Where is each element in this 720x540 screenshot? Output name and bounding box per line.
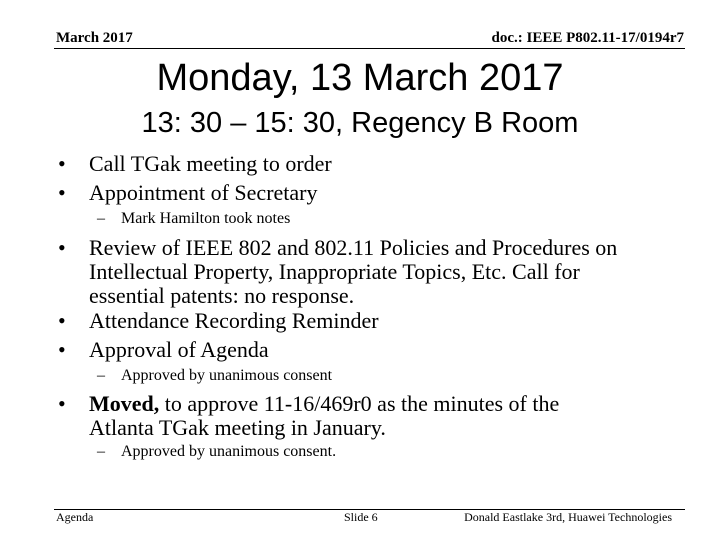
sub-bullet-text: Mark Hamilton took notes xyxy=(121,210,291,227)
bullet-text-line-1: Review of IEEE 802 and 802.11 Policies and Procedures on xyxy=(89,235,618,260)
bullet-marker: • xyxy=(58,391,66,416)
header-date: March 2017 xyxy=(56,30,133,46)
header-divider xyxy=(54,48,685,49)
bullet-text: Call TGak meeting to order xyxy=(89,151,332,176)
bullet-text: Attendance Recording Reminder xyxy=(89,308,379,333)
header-doc-id: doc.: IEEE P802.11-17/0194r7 xyxy=(491,30,684,46)
footer-slide-number: Slide 6 xyxy=(344,510,378,524)
sub-bullet-text: Approved by unanimous consent. xyxy=(121,443,337,460)
bullet-text: Approval of Agenda xyxy=(89,337,269,362)
slide-title: Monday, 13 March 2017 xyxy=(156,57,564,99)
sub-bullet-marker: – xyxy=(97,367,105,384)
bullet-text: Appointment of Secretary xyxy=(89,180,318,205)
sub-bullet-text: Approved by unanimous consent xyxy=(121,367,333,384)
sub-bullet-marker: – xyxy=(97,210,105,227)
slide-subtitle: 13: 30 – 15: 30, Regency B Room xyxy=(141,107,579,139)
bullet-text-line-2: Intellectual Property, Inappropriate Topics, Etc. Call for xyxy=(89,259,580,284)
bullet-marker: • xyxy=(58,151,66,176)
bullet-text-line-2: Atlanta TGak meeting in January. xyxy=(89,415,386,440)
bullet-text-line-3: essential patents: no response. xyxy=(89,283,355,308)
bullet-marker: • xyxy=(58,180,66,205)
bullet-marker: • xyxy=(58,337,66,362)
motion-keyword: Moved, xyxy=(89,391,160,416)
sub-bullet-marker: – xyxy=(97,443,105,460)
footer-author: Donald Eastlake 3rd, Huawei Technologies xyxy=(464,510,672,524)
bullet-marker: • xyxy=(58,308,66,333)
bullet-marker: • xyxy=(58,235,66,260)
motion-text: to approve 11-16/469r0 as the minutes of the xyxy=(159,391,560,416)
footer-section: Agenda xyxy=(56,510,94,524)
